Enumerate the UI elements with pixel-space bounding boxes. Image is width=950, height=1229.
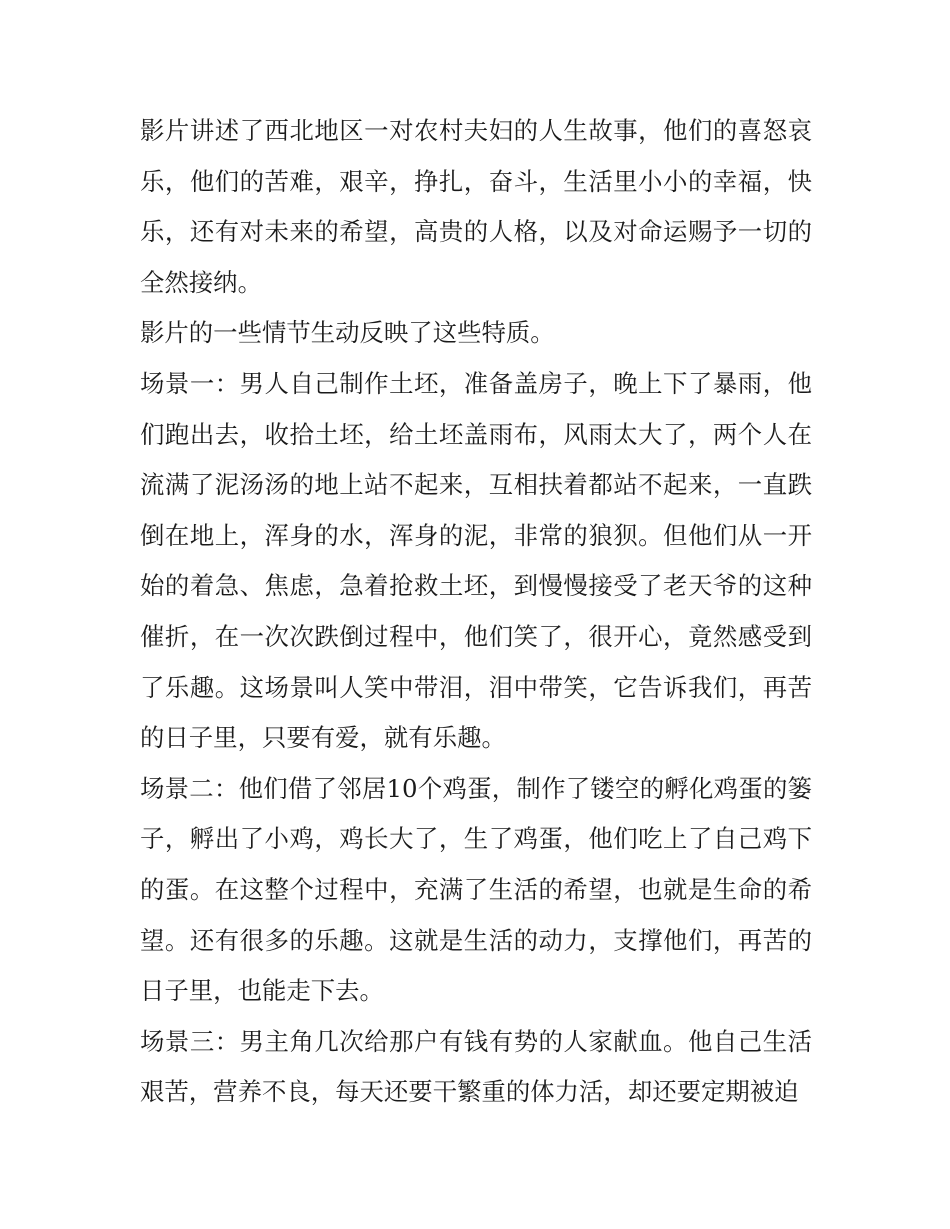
paragraph-scene-one: 场景一：男人自己制作土坯，准备盖房子，晚上下了暴雨，他们跑出去，收拾土坯，给土坯盖雨布，风雨太大了，两个人在流满了泥汤汤的地上站不起来，互相扶着都站不起来，一直跌倒在地上，浑身的水，浑身的泥，非常的狼狈。但他们从一开始的着急、焦虑，急着抢救土坯，到慢慢接受了老天爷的这种催折，在一次次跌倒过程中，他们笑了，很开心，竟然感受到了乐趣。这场景叫人笑中带泪，泪中带笑，它告诉我们，再苦的日子里，只要有爱，就有乐趣。 [140, 368, 812, 753]
document-body [140, 106, 812, 1118]
paragraph-scene-three: 场景三：男主角几次给那户有钱有势的人家献血。他自己生活艰苦，营养不良，每天还要干繁重的体力活，却还要定期被迫 [140, 1026, 812, 1107]
paragraph-scene-two: 场景二：他们借了邻居10个鸡蛋，制作了镂空的孵化鸡蛋的篓子，孵出了小鸡，鸡长大了，生了鸡蛋，他们吃上了自己鸡下的蛋。在这整个过程中，充满了生活的希望，也就是生命的希望。还有很多的乐趣。这就是生活的动力，支撑他们，再苦的日子里，也能走下去。 [140, 773, 812, 1006]
paragraph-intro: 影片讲述了西北地区一对农村夫妇的人生故事，他们的喜怒哀乐，他们的苦难，艰辛，挣扎，奋斗，生活里小小的幸福，快乐，还有对未来的希望，高贵的人格，以及对命运赐予一切的全然接纳。 [140, 116, 812, 297]
paragraph-transition: 影片的一些情节生动反映了这些特质。 [140, 318, 555, 348]
